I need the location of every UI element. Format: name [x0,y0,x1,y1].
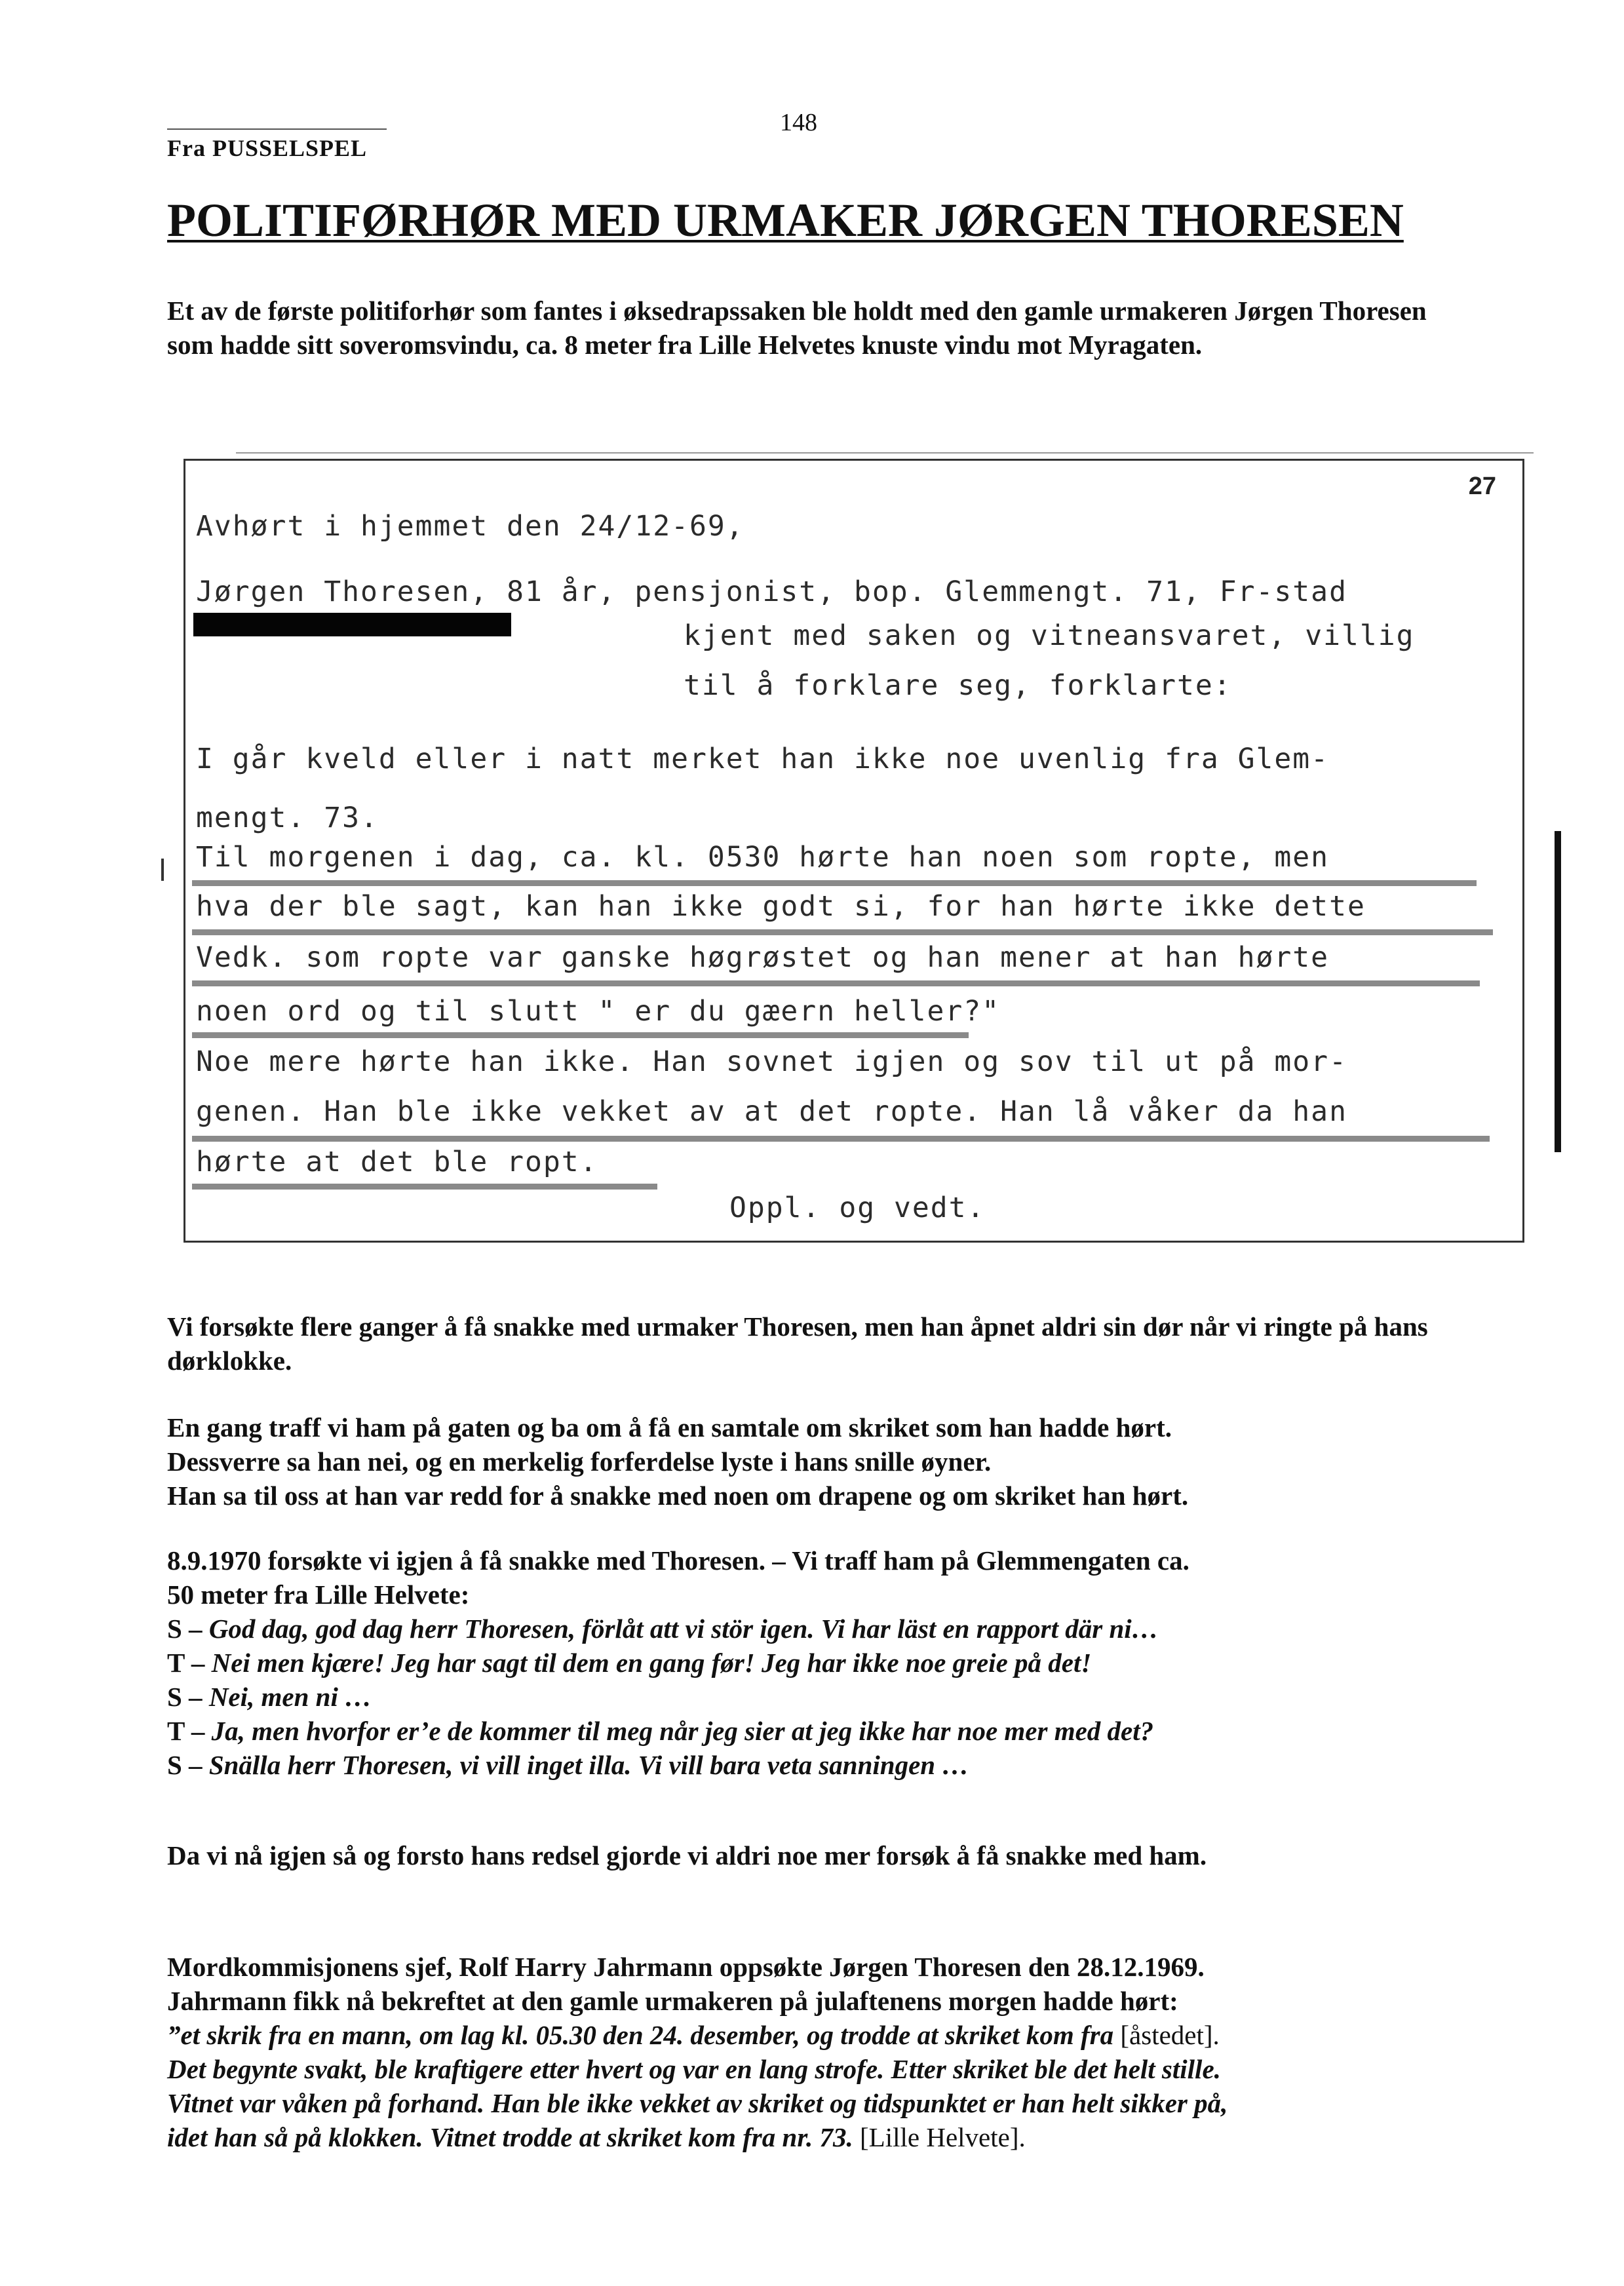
dialogue-line [167,1646,1478,1680]
quote-line: Det begynte svakt, ble kraftigere etter hvert og var en lang strofe. Etter skriket ble det helt stille. [167,2054,1221,2084]
text-line: Mordkommisjonens sjef, Rolf Harry Jahrmann oppsøkte Jørgen Thoresen den 28.12.1969. [167,1952,1205,1982]
typed-line: noen ord og til slutt " er du gæern heller?" [196,995,1001,1028]
typed-line: Noe mere hørte han ikke. Han sovnet igjen og sov til ut på mor- [196,1045,1347,1078]
typed-line: I går kveld eller i natt merket han ikke noe uvenlig fra Glem- [196,743,1330,775]
highlight-bar [192,1032,969,1038]
quote-section [167,1950,1478,2154]
speaker: T – [167,1716,212,1746]
text-line: Jahrmann fikk nå bekreftet at den gamle urmakeren på julaftenens morgen hadde hørt: [167,1986,1178,2016]
source-label: Fra PUSSELSPEL [167,135,368,161]
typed-line: hørte at det ble ropt. [196,1146,598,1178]
text-line: 8.9.1970 forsøkte vi igjen å få snakke med Thoresen. – Vi traff ham på Glemmengaten ca. [167,1545,1189,1576]
utterance: Nei men kjære! Jeg har sagt til dem en gang før! Jeg har ikke noe greie på det! [211,1648,1092,1678]
typed-line: Til morgenen i dag, ca. kl. 0530 hørte han noen som ropte, men [196,841,1330,874]
speaker: S – [167,1614,209,1644]
quote-text: idet han så på klokken. Vitnet trodde at skriket kom fra nr. 73. [167,2122,860,2152]
typed-line: Avhørt i hjemmet den 24/12-69, [196,510,744,543]
highlight-bar [192,880,1477,886]
quote-bracket: [åstedet]. [1120,2020,1220,2050]
dialogue-line [167,1680,1478,1714]
page-title: POLITIFØRHØR MED URMAKER JØRGEN THORESEN [167,194,1404,246]
redaction-bar [193,613,511,636]
utterance: God dag, god dag herr Thoresen, förlåt att vi stör igen. Vi har läst en rapport där ni… [208,1614,1159,1644]
intro-paragraph: Et av de første politiforhør som fantes i øksedrapssaken ble holdt med den gamle urmakeren Jørgen Thoresen som hadde sitt soveromsvindu, ca. 8 meter fra Lille Helvetes knuste vindu mot Myragaten. [167,296,1427,360]
dialogue-line [167,1748,1478,1782]
quote-line [167,2018,1478,2052]
speaker: S – [167,1750,209,1780]
text-line: Dessverre sa han nei, og en merkelig forferdelse lyste i hans snille øyner. [167,1446,992,1477]
dialogue-section [167,1543,1478,1782]
highlight-bar [192,980,1480,986]
margin-mark [1555,831,1561,1152]
paragraph: Da vi nå igjen så og forsto hans redsel gjorde vi aldri noe mer forsøk å få snakke med ham. [167,1840,1207,1870]
scan-edge-line [236,452,1534,454]
utterance: Nei, men ni … [208,1682,372,1712]
typewritten-report-scan [184,459,1524,1243]
utterance: Ja, men hvorfor er’e de kommer til meg når jeg sier at jeg ikke har noe mer med det? [211,1716,1154,1746]
divider [167,128,387,130]
quote-bracket: [Lille Helvete]. [860,2122,1026,2152]
typed-line: Vedk. som ropte var ganske høgrøstet og han mener at han hørte [196,941,1330,974]
typed-line: mengt. 73. [196,802,379,834]
dialogue-line [167,1612,1478,1646]
text-line: 50 meter fra Lille Helvete: [167,1579,470,1610]
quote-line [167,2120,1478,2154]
dialogue-line [167,1714,1478,1748]
typed-line: hva der ble sagt, kan han ikke godt si, for han hørte ikke dette [196,890,1366,923]
quote-text: ”et skrik fra en mann, om lag kl. 05.30 den 24. desember, og trodde at skriket kom fra [167,2020,1121,2050]
paragraph [167,1410,1478,1513]
typed-line: kjent med saken og vitneansvaret, villig [684,619,1415,652]
highlight-bar [192,1136,1490,1142]
typed-line: til å forklare seg, forklarte: [684,669,1232,702]
page-number: 148 [780,109,817,136]
typed-line: genen. Han ble ikke vekket av at det ropte. Han lå våker da han [196,1095,1347,1128]
typed-line: Oppl. og vedt. [729,1191,986,1224]
highlight-bar [192,1184,657,1190]
margin-mark [161,859,164,881]
text-line: Han sa til oss at han var redd for å snakke med noen om drapene og om skriket han hørt. [167,1481,1189,1511]
utterance: Snälla herr Thoresen, vi vill inget illa. Vi vill bara veta sanningen … [208,1750,969,1780]
paragraph: Vi forsøkte flere ganger å få snakke med urmaker Thoresen, men han åpnet aldri sin dør når vi ringte på hans dørklokke. [167,1311,1428,1376]
speaker: S – [167,1682,209,1712]
highlight-bar [192,929,1493,935]
speaker: T – [167,1648,212,1678]
report-page-number: 27 [1468,473,1496,500]
text-line: En gang traff vi ham på gaten og ba om å få en samtale om skriket som han hadde hørt. [167,1412,1172,1443]
typed-line: Jørgen Thoresen, 81 år, pensjonist, bop. Glemmengt. 71, Fr-stad [196,575,1347,608]
quote-line: Vitnet var våken på forhand. Han ble ikke vekket av skriket og tidspunktet er han helt sikker på, [167,2088,1228,2118]
